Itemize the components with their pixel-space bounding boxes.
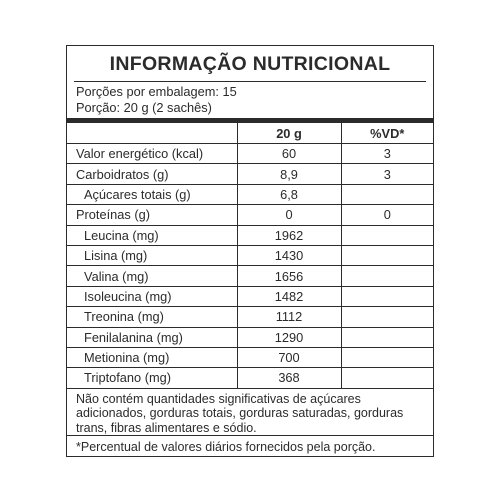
header-nutrient — [67, 123, 237, 144]
nutrient-amount: 700 — [237, 347, 341, 367]
nutrient-amount: 1482 — [237, 286, 341, 306]
table-row — [67, 245, 433, 265]
disclaimer-note: Não contém quantidades significativas de açúcares adicionados, gorduras totais, gorduras saturadas, gorduras trans, fibras alimentares e sódio. — [67, 389, 433, 436]
nutrition-table — [67, 123, 433, 389]
nutrient-amount: 6,8 — [237, 184, 341, 204]
nutrient-name: Isoleucina (mg) — [67, 286, 237, 306]
nutrient-dv: 3 — [341, 164, 433, 184]
nutrient-amount: 1290 — [237, 327, 341, 347]
portions-per-package: Porções por embalagem: 15 — [76, 84, 237, 99]
nutrient-amount: 60 — [237, 144, 341, 164]
nutrient-dv — [341, 286, 433, 306]
nutrient-dv — [341, 347, 433, 367]
nutrient-amount: 1962 — [237, 225, 341, 245]
nutrient-name: Açúcares totais (g) — [67, 184, 237, 204]
nutrient-name: Carboidratos (g) — [67, 164, 237, 184]
header-amount: 20 g — [237, 123, 341, 144]
nutrient-amount: 1656 — [237, 266, 341, 286]
nutrient-name: Valor energético (kcal) — [67, 144, 237, 164]
table-row — [67, 286, 433, 306]
table-row — [67, 327, 433, 347]
table-row — [67, 307, 433, 327]
table-row — [67, 266, 433, 286]
nutrient-dv — [341, 266, 433, 286]
nutrition-facts-label — [66, 45, 434, 457]
nutrient-amount: 8,9 — [237, 164, 341, 184]
nutrient-name: Valina (mg) — [67, 266, 237, 286]
footnote: *Percentual de valores diários fornecidos pela porção. — [76, 439, 376, 454]
nutrient-name: Proteínas (g) — [67, 205, 237, 225]
nutrient-amount: 1112 — [237, 307, 341, 327]
table-header-row — [67, 123, 433, 144]
table-row — [67, 205, 433, 225]
nutrient-amount: 0 — [237, 205, 341, 225]
nutrient-amount: 368 — [237, 368, 341, 388]
table-row — [67, 144, 433, 164]
table-row — [67, 368, 433, 388]
nutrient-name: Triptofano (mg) — [67, 368, 237, 388]
header-dv: %VD* — [341, 123, 433, 144]
nutrient-dv: 0 — [341, 205, 433, 225]
portion-size: Porção: 20 g (2 sachês) — [76, 100, 212, 115]
table-row — [67, 347, 433, 367]
table-row — [67, 225, 433, 245]
table-row — [67, 184, 433, 204]
nutrient-dv — [341, 368, 433, 388]
table-row — [67, 164, 433, 184]
nutrient-name: Leucina (mg) — [67, 225, 237, 245]
nutrient-name: Fenilalanina (mg) — [67, 327, 237, 347]
nutrient-dv — [341, 307, 433, 327]
nutrient-name: Treonina (mg) — [67, 307, 237, 327]
nutrient-dv: 3 — [341, 144, 433, 164]
nutrient-name: Lisina (mg) — [67, 245, 237, 265]
nutrient-amount: 1430 — [237, 245, 341, 265]
nutrient-dv — [341, 184, 433, 204]
nutrient-dv — [341, 327, 433, 347]
portion-info — [67, 82, 433, 118]
nutrient-dv — [341, 245, 433, 265]
nutrient-name: Metionina (mg) — [67, 347, 237, 367]
nutrient-dv — [341, 225, 433, 245]
label-title: INFORMAÇÃO NUTRICIONAL — [74, 46, 426, 82]
